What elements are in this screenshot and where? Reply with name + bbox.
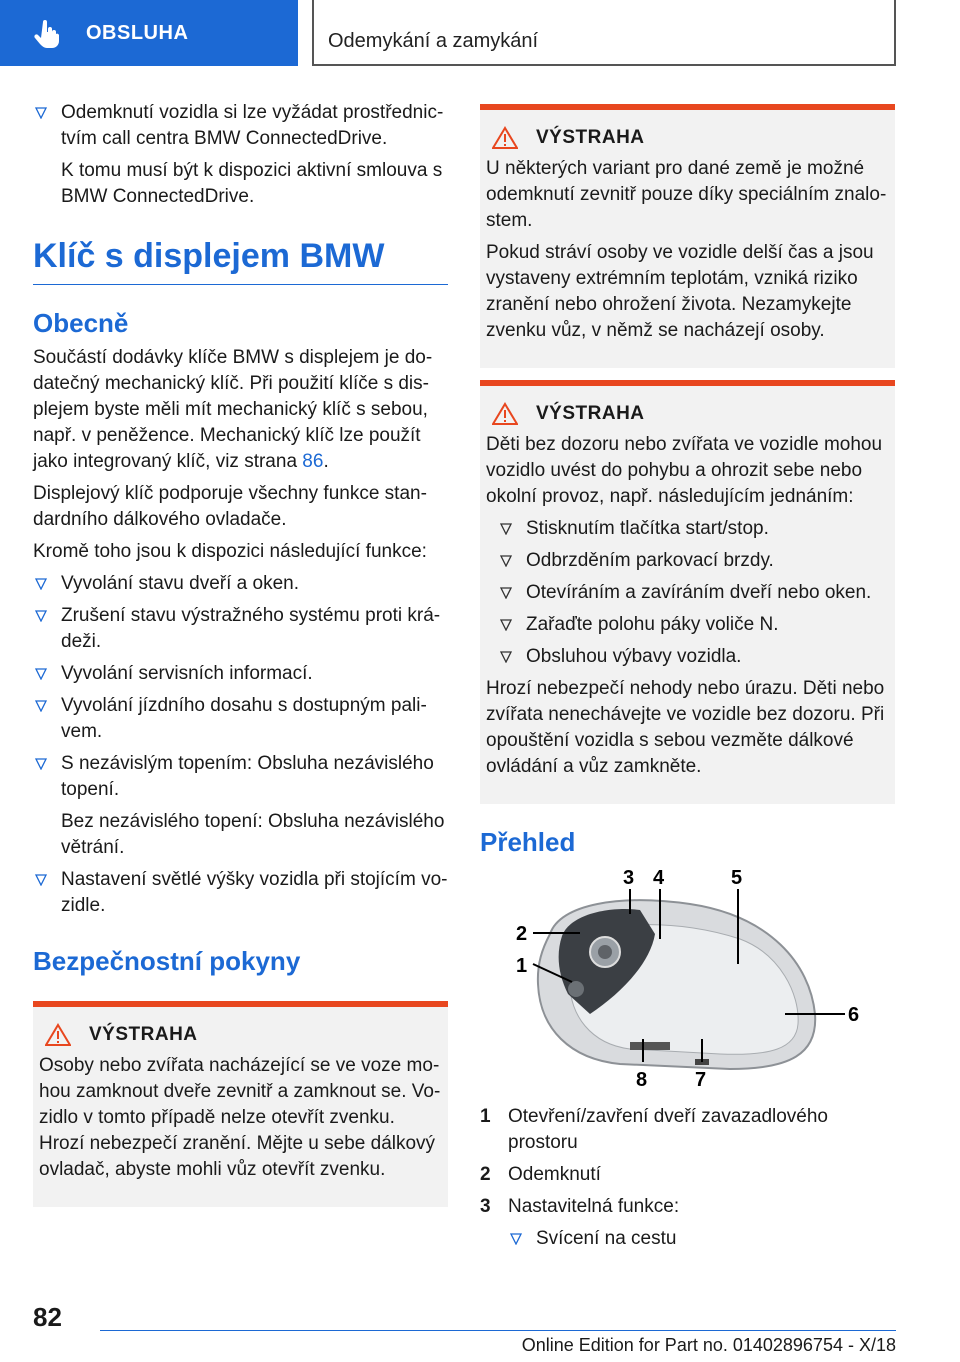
warning-triangle-icon (492, 402, 518, 426)
section-heading-overview: Přehled (480, 827, 576, 857)
trunk-button (568, 981, 584, 997)
page-header (0, 0, 960, 66)
list-item (33, 571, 448, 597)
triangle-bullet-icon (35, 610, 47, 622)
chapter-title-box (312, 0, 896, 66)
warning-title: VÝSTRAHA (536, 403, 645, 424)
section-heading-safety: Bezpečnostní pokyny (33, 946, 301, 976)
warning-triangle-icon (45, 1023, 71, 1047)
list-item-text: Odemknutí vozidla si lze vyžádat prostřednictvím call centra BMW ConnectedDrive. (61, 102, 444, 149)
paragraph-text: Součástí dodávky klíče BMW s displejem je dodatečný mechanický klíč. Při použití klíče s displejem byste měli mít mechanický klíč s sebou, např. v peněžence. Mechanický klíč lze použít jako integrovaný klíč, viz strana (33, 347, 433, 472)
display-key-illustration (480, 864, 895, 1094)
paragraph-text-end: . (323, 451, 329, 472)
list-item-text: Zrušení stavu výstražného systému proti krádeži. (61, 605, 441, 652)
figure-label-5: 5 (731, 867, 743, 889)
list-item (33, 867, 448, 919)
connector-slot (630, 1042, 670, 1050)
list-item (498, 516, 889, 542)
bmw-logo-center (598, 945, 612, 959)
list-item-text: Otevíráním a zavíráním dveří nebo oken. (526, 582, 872, 603)
list-item-text: Svícení na cestu (536, 1228, 677, 1249)
warning-triangle-icon (492, 126, 518, 150)
main-heading: Klíč s displejem BMW (33, 236, 448, 285)
section-heading-general: Obecně (33, 308, 129, 338)
warning-text: Hrozí nebezpečí nehody nebo úrazu. Děti nebo zvířata nenechávejte ve vozidle bez dozoru. Při opouštění vozidla s sebou vezměte dálkové ovládání a vůz zamkněte. (486, 678, 885, 777)
list-item (498, 644, 889, 670)
page-number: 82 (33, 1302, 62, 1332)
warning-title: VÝSTRAHA (89, 1024, 198, 1045)
figure-label-2: 2 (516, 923, 528, 945)
legend-text: Otevření/zavření dveří zavazadlového prostoru (508, 1106, 829, 1153)
warning-text: Osoby nebo zvířata nacházející se ve voze mohou zamknout dveře zevnitř a zamknout se. Vozidlo v tomto případě nelze otevřít zvenku. Hrozí nebezpečí zranění. Mějte u sebe dálkový ovladač, abyste mohli vůz otevřít zvenku. (39, 1055, 441, 1180)
triangle-bullet-icon (500, 555, 512, 567)
triangle-bullet-icon (500, 587, 512, 599)
legend-number: 2 (480, 1164, 491, 1185)
warning-header (486, 402, 889, 426)
list-item-text: Vyvolání stavu dveří a oken. (61, 573, 299, 594)
triangle-bullet-icon (35, 700, 47, 712)
list-item-text: Zařaďte polohu páky voliče N. (526, 614, 779, 635)
legend-number: 3 (480, 1196, 491, 1217)
legend-text: Odemknutí (508, 1164, 601, 1185)
list-item-text: Obsluhou výbavy vozidla. (526, 646, 742, 667)
warning-header (486, 126, 889, 150)
list-item (498, 548, 889, 574)
warning-title: VÝSTRAHA (536, 127, 645, 148)
list-item-subtext: Bez nezávislého topení: Obsluha nezávislého větrání. (61, 811, 445, 858)
key-overview-figure (480, 864, 895, 1094)
hand-pointer-icon (32, 18, 62, 48)
list-item (498, 612, 889, 638)
footer-edition: Online Edition for Part no. 01402896754 - X/18 (100, 1330, 896, 1356)
list-item-subtext: K tomu musí být k dispozici aktivní smlouva s BMW ConnectedDrive. (61, 160, 443, 207)
list-item (498, 580, 889, 606)
triangle-bullet-icon (35, 668, 47, 680)
warning-box (480, 380, 895, 804)
paragraph (33, 345, 448, 475)
chapter-title: Odemykání a zamykání (328, 30, 539, 52)
figure-label-3: 3 (623, 867, 635, 889)
triangle-bullet-icon (500, 523, 512, 535)
paragraph: Kromě toho jsou k dispozici následující funkce: (33, 541, 427, 562)
page-link[interactable]: 86 (302, 451, 324, 472)
figure-label-4: 4 (653, 867, 665, 889)
legend-item (480, 1162, 895, 1188)
warning-box (480, 104, 895, 368)
triangle-bullet-icon (500, 651, 512, 663)
section-label: OBSLUHA (86, 21, 189, 44)
list-item (33, 100, 448, 210)
triangle-bullet-icon (35, 578, 47, 590)
list-item (33, 603, 448, 655)
list-item (33, 661, 448, 687)
legend-item (480, 1194, 895, 1252)
warning-header (39, 1023, 442, 1047)
warning-box (33, 1001, 448, 1207)
list-item (33, 693, 448, 745)
list-item (508, 1226, 895, 1252)
figure-label-1: 1 (516, 955, 528, 977)
legend-text: Nastavitelná funkce: (508, 1196, 680, 1217)
list-item-text: Nastavení světlé výšky vozidla při stojícím vozidle. (61, 869, 448, 916)
figure-label-6: 6 (848, 1004, 860, 1026)
list-item-text: Vyvolání servisních informací. (61, 663, 313, 684)
warning-text: Pokud stráví osoby ve vozidle delší čas a jsou vystaveny extrémním teplotám, vzniká riziko zranění nebo ohrožení života. Nezamykejte zvenku vůz, v němž se nacházejí osoby. (486, 242, 874, 341)
triangle-bullet-icon (35, 107, 47, 119)
right-column (480, 104, 895, 1258)
triangle-bullet-icon (35, 874, 47, 886)
list-item-text: S nezávislým topením: Obsluha nezávislého topení. (61, 753, 434, 800)
left-column (33, 100, 448, 1207)
triangle-bullet-icon (500, 619, 512, 631)
list-item-text: Odbrzděním parkovací brzdy. (526, 550, 774, 571)
triangle-bullet-icon (35, 758, 47, 770)
figure-label-7: 7 (695, 1069, 707, 1091)
triangle-bullet-icon (510, 1233, 522, 1245)
list-item (33, 751, 448, 861)
figure-label-8: 8 (636, 1069, 648, 1091)
list-item-text: Vyvolání jízdního dosahu s dostupným palivem. (61, 695, 427, 742)
warning-text: Děti bez dozoru nebo zvířata ve vozidle mohou vozidlo uvést do pohybu a ohrozit sebe nebo okolní provoz, např. následujícím jednáním: (486, 434, 883, 507)
list-item-text: Stisknutím tlačítka start/stop. (526, 518, 769, 539)
legend-number: 1 (480, 1106, 491, 1127)
legend-item (480, 1104, 895, 1156)
section-tab[interactable] (0, 0, 298, 66)
paragraph: Displejový klíč podporuje všechny funkce standardního dálkového ovladače. (33, 483, 427, 530)
warning-text: U některých variant pro dané země je možné odemknutí zevnitř pouze díky speciálním znalostem. (486, 158, 887, 231)
